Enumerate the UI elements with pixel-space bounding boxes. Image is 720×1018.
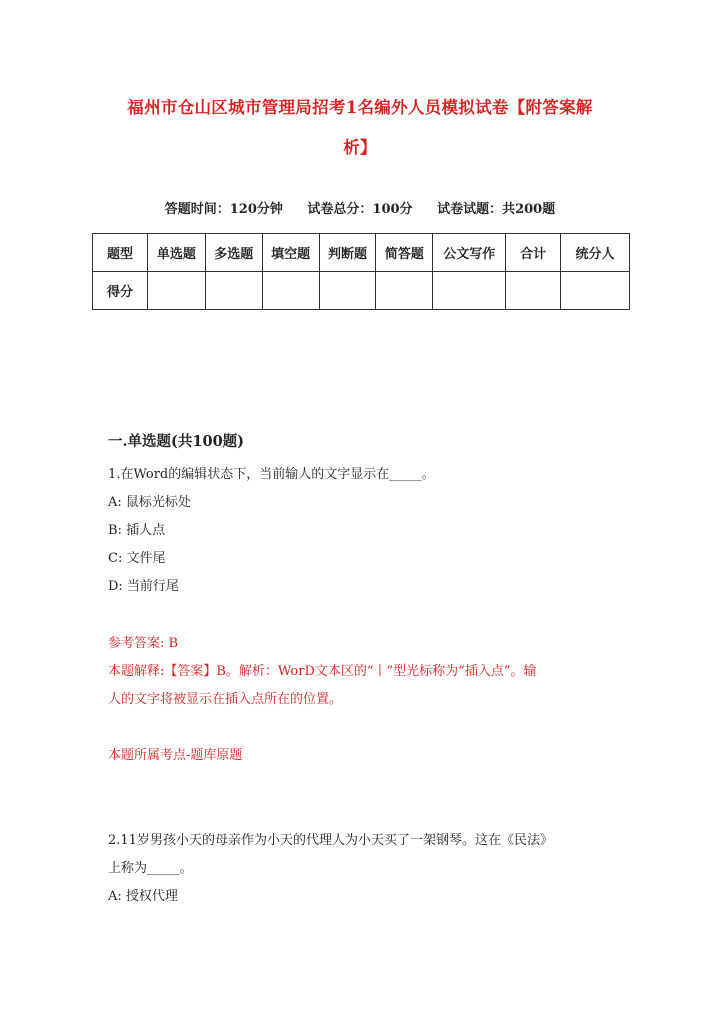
- score-table-header: 统分人: [561, 234, 630, 272]
- score-table-header-row: [93, 234, 630, 272]
- score-table-header: 公文写作: [433, 234, 506, 272]
- score-table-header: 多选题: [205, 234, 262, 272]
- score-table-header: 单选题: [147, 234, 205, 272]
- score-cell: [376, 272, 433, 310]
- section-title: 一.单选题(共100题): [108, 433, 245, 450]
- exam-title: [100, 88, 620, 168]
- score-cell: [262, 272, 319, 310]
- score-table-header: 填空题: [262, 234, 319, 272]
- score-cell: [433, 272, 506, 310]
- question-1-option-b: B: 插人点: [108, 523, 166, 538]
- score-cell: [561, 272, 630, 310]
- score-cell: [506, 272, 561, 310]
- question-1-answer: 参考答案: B: [108, 636, 179, 651]
- question-1-stem: 1.在Word的编辑状态下，当前输人的文字显示在_____。: [108, 467, 435, 482]
- score-table-header: 简答题: [376, 234, 433, 272]
- question-1-option-a: A: 鼠标光标处: [108, 495, 191, 510]
- score-table-score-row: [93, 272, 630, 310]
- exam-total-score: 试卷总分：100分: [307, 202, 413, 217]
- exam-time: 答题时间：120分钟: [164, 202, 283, 217]
- question-1-option-d: D: 当前行尾: [108, 579, 179, 594]
- question-1-option-c: C: 文件尾: [108, 551, 166, 566]
- question-2-stem-line2: 上称为_____。: [108, 861, 193, 876]
- score-cell: [205, 272, 262, 310]
- score-table-header: 题型: [93, 234, 148, 272]
- exam-title-line2: 析】: [343, 138, 377, 157]
- score-cell: [147, 272, 205, 310]
- exam-title-line1: 福州市仓山区城市管理局招考1名编外人员模拟试卷【附答案解: [127, 98, 593, 117]
- question-2-stem-line1: 2.11岁男孩小天的母亲作为小天的代理人为小天买了一架钢琴。这在《民法》: [108, 833, 553, 848]
- score-table: [92, 233, 630, 310]
- question-1-explanation-line2: 人的文字将被显示在插入点所在的位置。: [108, 692, 343, 707]
- question-2-option-a: A: 授权代理: [108, 889, 178, 904]
- score-cell: [319, 272, 376, 310]
- question-1-explanation-line1: 本题解释:【答案】B。解析：WorD文本区的“丨”型光标称为“插入点”。输: [108, 664, 537, 679]
- score-row-label: 得分: [93, 272, 148, 310]
- exam-meta: [0, 198, 720, 217]
- score-table-header: 判断题: [319, 234, 376, 272]
- exam-question-count: 试卷试题：共200题: [437, 202, 556, 217]
- score-table-header: 合计: [506, 234, 561, 272]
- question-1-knowledge-point: 本题所属考点-题库原题: [108, 748, 243, 763]
